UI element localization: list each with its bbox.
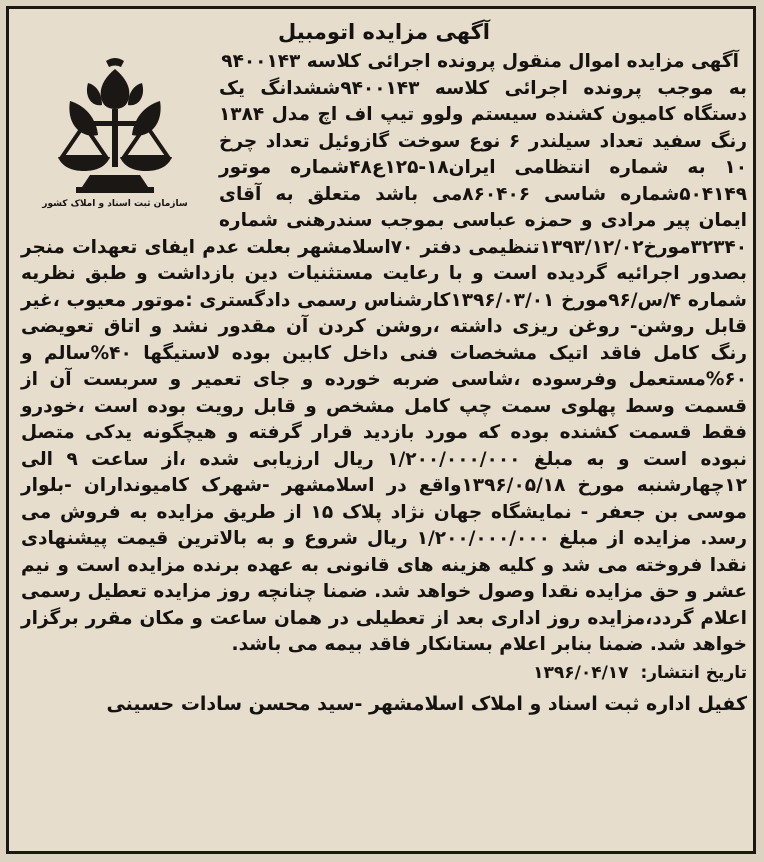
ad-content: [21, 17, 747, 719]
emblem-icon: [40, 57, 190, 197]
signature: کفیل اداره ثبت اسناد و املاک اسلامشهر -سید محسن سادات حسینی: [106, 692, 747, 715]
registration-org-logo: [21, 57, 209, 223]
ad-lead: آگهی مزایده اموال منقول پرونده اجرائی کلاسه ۹۴۰۰۱۴۳: [221, 51, 739, 72]
ad-frame: [6, 6, 756, 854]
ad-body: به موجب پرونده اجرائی کلاسه ۹۴۰۰۱۴۳ششدانگ یک دستگاه کامیون کشنده سیستم ولوو تیپ اف اچ مدل ۱۳۸۴ رنگ سفید تعداد سیلندر ۶ نوع سوخت گازوئیل تعداد چرخ ۱۰ به شماره انتظامی ایران۱۸-۱۲۵ع۴۸شماره موتور ۵۰۴۱۴۹شماره شاسی ۸۶۰۴۰۶می باشد متعلق به آقای ایمان پیر مرادی و حمزه عباسی بموجب سندرهنی شماره ۳۲۳۴۰مورخ۱۳۹۳/۱۲/۰۲تنظیمی دفتر ۷۰اسلامشهر بعلت عدم ایفای تعهدات منجر بصدور اجرائیه گردیده است و با رعایت مستثنیات دین بازداشت و طبق نظریه شماره ۴/س/۹۶مورخ ۱۳۹۶/۰۳/۰۱کارشناس رسمی دادگستری :موتور معیوب ،غیر قابل روشن- روغن ریزی داشته ،روشن کردن آن مقدور نشد و اتاق تعویضی رنگ کامل فاقد اتیک مشخصات فنی داخل کابین بوده لاستیگها ۴۰%سالم و ۶۰%مستعمل وفرسوده ،شاسی ضربه خورده و جای تعمیر و سربست آن از قسمت وسط پهلوی سمت چپ کامل مشخص و قابل رویت بوده است ،خودرو فقط قسمت کشنده بوده که مورد بازدید قرار گرفته و هیچگونه یدکی متصل نبوده است و به مبلغ ۱/۲۰۰/۰۰۰/۰۰۰ ریال ارزیابی شده ،از ساعت ۹ الی ۱۲چهارشنبه مورخ ۱۳۹۶/۰۵/۱۸واقع در اسلامشهر -شهرک کامیونداران -بلوار موسی بن جعفر - نمایشگاه جهان نژاد پلاک ۱۵ از طریق مزایده به فروش می رسد. مزایده از مبلغ ۱/۲۰۰/۰۰۰/۰۰۰ ریال شروع و به بالاترین قیمت پیشنهادی نقدا فروخته می شد و کلیه هزینه های قانونی به عهده برنده مزایده است و نیم عشر و حق مزایده نقدا وصول خواهد شد. ضمنا چنانچه روز مزایده تعطیل رسمی اعلام گردد،مزایده روز اداری بعد از تعطیلی در همان ساعت و مکان مقرر برگزار خواهد شد. ضمنا بنابر اعلام بستانکار فاقد بیمه می باشد.: [21, 77, 748, 655]
publish-date-label: تاریخ انتشار:: [640, 662, 747, 683]
org-name: سازمان ثبت اسناد و املاک کشور: [42, 199, 188, 209]
publish-date-value: ۱۳۹۶/۰۴/۱۷: [533, 662, 629, 683]
publish-date-line: [21, 661, 747, 685]
ad-title: آگهی مزایده اتومبیل: [278, 20, 490, 44]
